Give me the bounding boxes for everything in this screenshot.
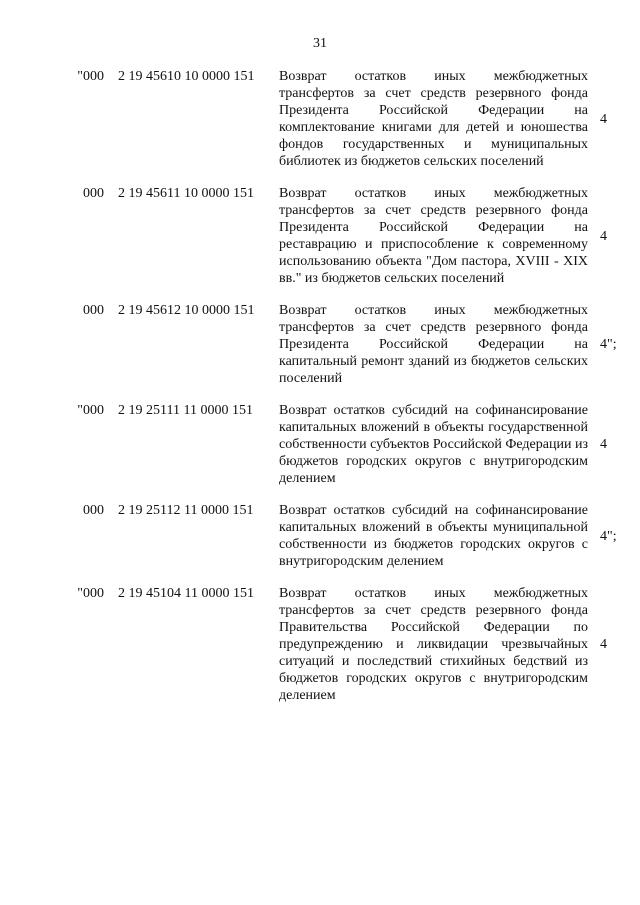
- table-row: [0, 402, 640, 487]
- budget-classification-code: 2 19 45612 10 0000 151: [118, 303, 255, 318]
- row-description: Возврат остатков иных межбюджетных трансфертов за счет средств резервного фонда Президента Российской Федерации на капитальный ремонт зданий из бюджетов сельских поселений: [279, 303, 588, 386]
- page-number: 31: [313, 36, 327, 51]
- table-row: [0, 502, 640, 570]
- row-description: Возврат остатков иных межбюджетных трансфертов за счет средств резервного фонда Президента Российской Федерации на реставрацию и приспособление к современному использованию объекта "Дом пастора, XVIII - XIX вв." из бюджетов сельских поселений: [279, 186, 588, 286]
- table-row: [0, 302, 640, 387]
- norm-value: 4: [600, 111, 607, 127]
- admin-code: "000: [77, 586, 104, 601]
- budget-classification-code: 2 19 45610 10 0000 151: [118, 69, 255, 84]
- table-row: [0, 68, 640, 170]
- budget-classification-code: 2 19 25111 11 0000 151: [118, 403, 253, 418]
- budget-classification-code: 2 19 25112 11 0000 151: [118, 503, 254, 518]
- admin-code: 000: [83, 186, 104, 201]
- norm-value: 4: [600, 228, 607, 244]
- row-description: Возврат остатков субсидий на софинансирование капитальных вложений в объекты государственной собственности субъектов Российской Федерации из бюджетов городских округов с внутригородским делением: [279, 403, 588, 486]
- admin-code: "000: [77, 403, 104, 418]
- norm-value: 4: [600, 437, 607, 452]
- norm-value: 4";: [600, 528, 617, 544]
- budget-code-table: [0, 68, 640, 719]
- row-description: Возврат остатков иных межбюджетных трансфертов за счет средств резервного фонда Правительства Российской Федерации по предупреждению и ликвидации чрезвычайных ситуаций и последствий стихийных бедствий из бюджетов городских округов с внутригородским делением: [279, 586, 588, 703]
- row-description: Возврат остатков иных межбюджетных трансфертов за счет средств резервного фонда Президента Российской Федерации на комплектование книгами для детей и юношества фондов государственных и муниципальных библиотек из бюджетов сельских поселений: [279, 69, 588, 169]
- budget-classification-code: 2 19 45611 10 0000 151: [118, 186, 254, 201]
- row-description: Возврат остатков субсидий на софинансирование капитальных вложений в объекты муниципальной собственности из бюджетов городских округов с внутригородским делением: [279, 503, 588, 569]
- norm-value: 4: [600, 637, 607, 652]
- admin-code: 000: [83, 503, 104, 518]
- table-row: [0, 585, 640, 704]
- admin-code: "000: [77, 69, 104, 84]
- budget-classification-code: 2 19 45104 11 0000 151: [118, 586, 254, 601]
- admin-code: 000: [83, 303, 104, 318]
- table-row: [0, 185, 640, 287]
- norm-value: 4";: [600, 337, 617, 352]
